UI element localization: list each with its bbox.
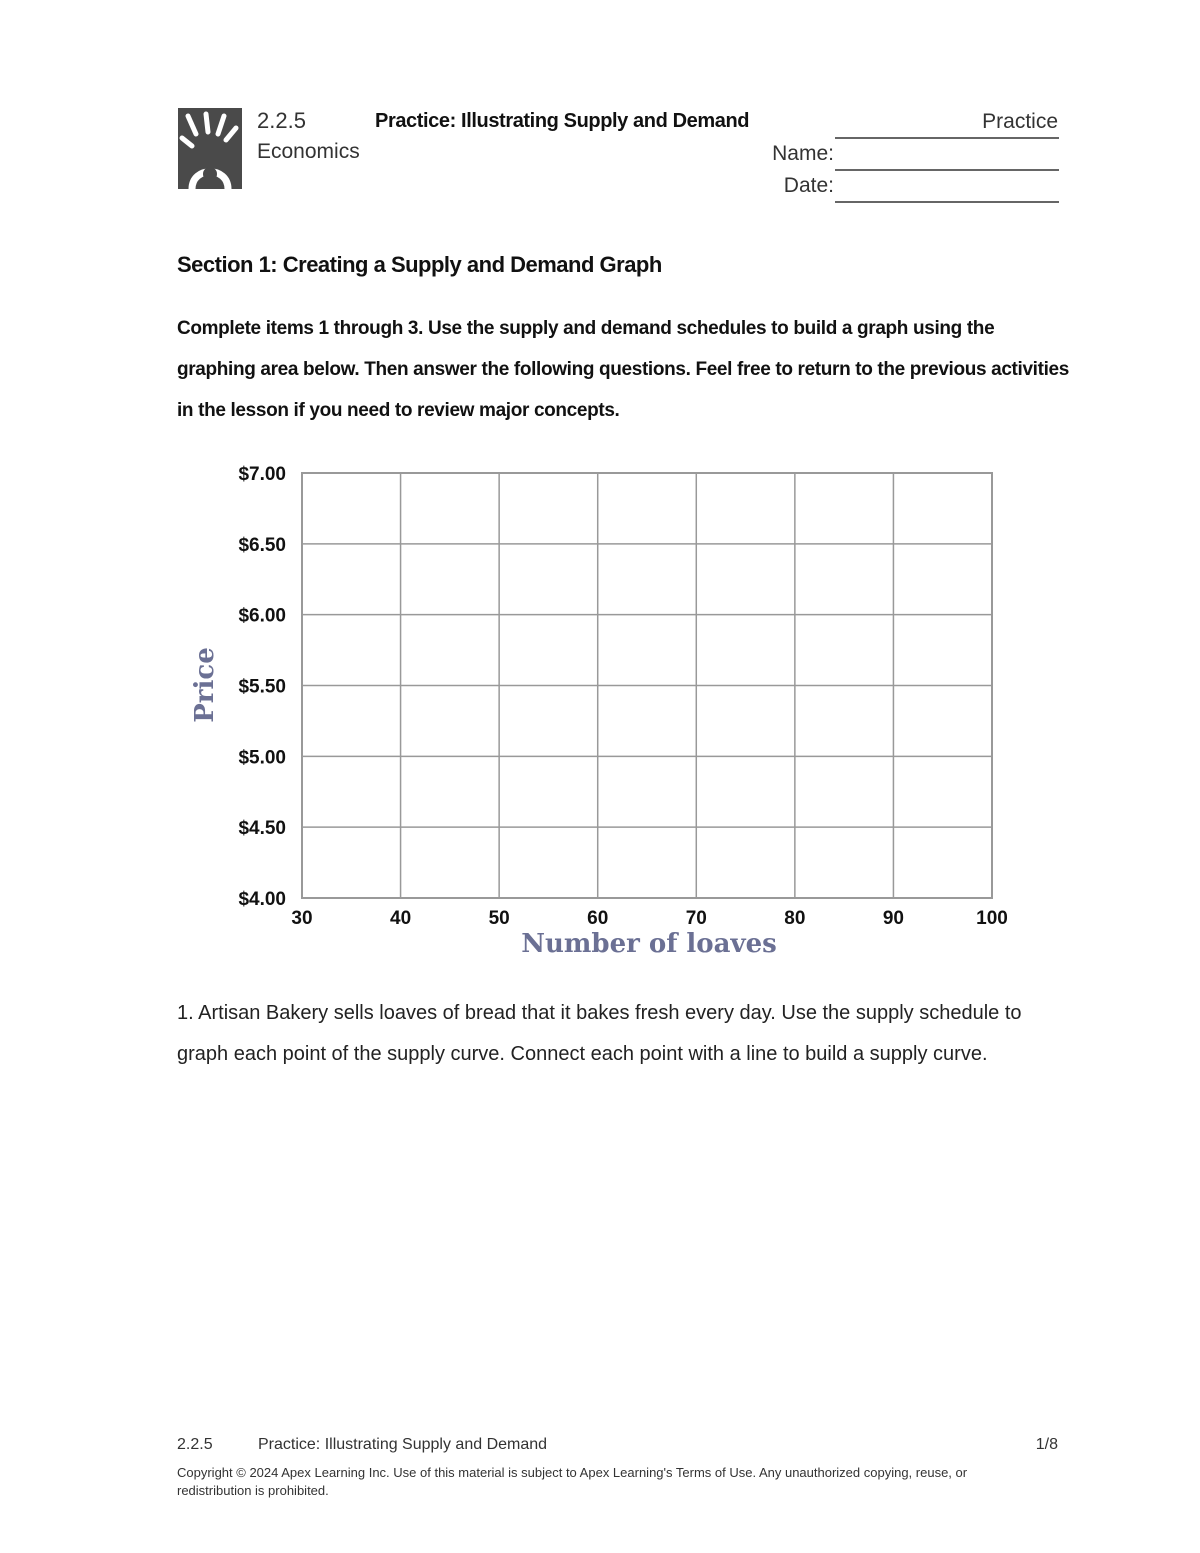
x-tick-label: 80 <box>784 908 806 929</box>
x-tick-label: 60 <box>587 908 609 929</box>
page-title: Practice: Illustrating Supply and Demand <box>375 110 750 132</box>
x-tick-label: 70 <box>685 908 707 929</box>
x-axis-ticks <box>291 908 1007 929</box>
y-tick-label: $6.50 <box>238 534 286 556</box>
name-label: Name: <box>772 142 834 165</box>
graph-grid <box>302 473 992 898</box>
x-tick-label: 40 <box>390 908 412 929</box>
footer-lesson-number: 2.2.5 <box>177 1436 213 1453</box>
y-tick-label: $4.50 <box>238 818 286 840</box>
question-1: 1. Artisan Bakery sells loaves of bread that it bakes fresh every day. Use the supply schedule to graph each point of the supply curve. Connect each point with a line to build a supply curve. <box>177 1002 1022 1065</box>
x-tick-label: 30 <box>291 908 313 929</box>
y-tick-label: $7.00 <box>238 464 286 485</box>
page-number: 1/8 <box>1035 1436 1058 1453</box>
footer-title: Practice: Illustrating Supply and Demand <box>258 1436 548 1453</box>
y-axis-ticks <box>238 464 286 910</box>
y-tick-label: $4.00 <box>238 889 286 910</box>
copyright-notice: Copyright © 2024 Apex Learning Inc. Use of this material is subject to Apex Learning's Terms of Use. Any unauthorized copying, reuse, or redistribution is prohibited. <box>177 1465 968 1498</box>
date-label: Date: <box>783 174 834 197</box>
y-tick-label: $5.00 <box>238 747 286 769</box>
x-tick-label: 50 <box>488 908 510 929</box>
x-tick-label: 100 <box>976 908 1008 929</box>
x-axis-label: Number of loaves <box>521 929 777 959</box>
section-heading: Section 1: Creating a Supply and Demand Graph <box>177 252 662 277</box>
lesson-number: 2.2.5 <box>257 108 306 133</box>
course-name: Economics <box>257 140 360 163</box>
instructions-text: Complete items 1 through 3. Use the supply and demand schedules to build a graph using the graphing area below. Then answer the following questions. Feel free to return to the previous activities in the lesson if you need to review major concepts. <box>177 318 1069 421</box>
y-tick-label: $6.00 <box>238 605 286 627</box>
x-tick-label: 90 <box>882 908 904 929</box>
activity-type-label: Practice <box>982 110 1058 133</box>
y-tick-label: $5.50 <box>238 676 286 698</box>
y-axis-label: Price <box>190 647 220 723</box>
